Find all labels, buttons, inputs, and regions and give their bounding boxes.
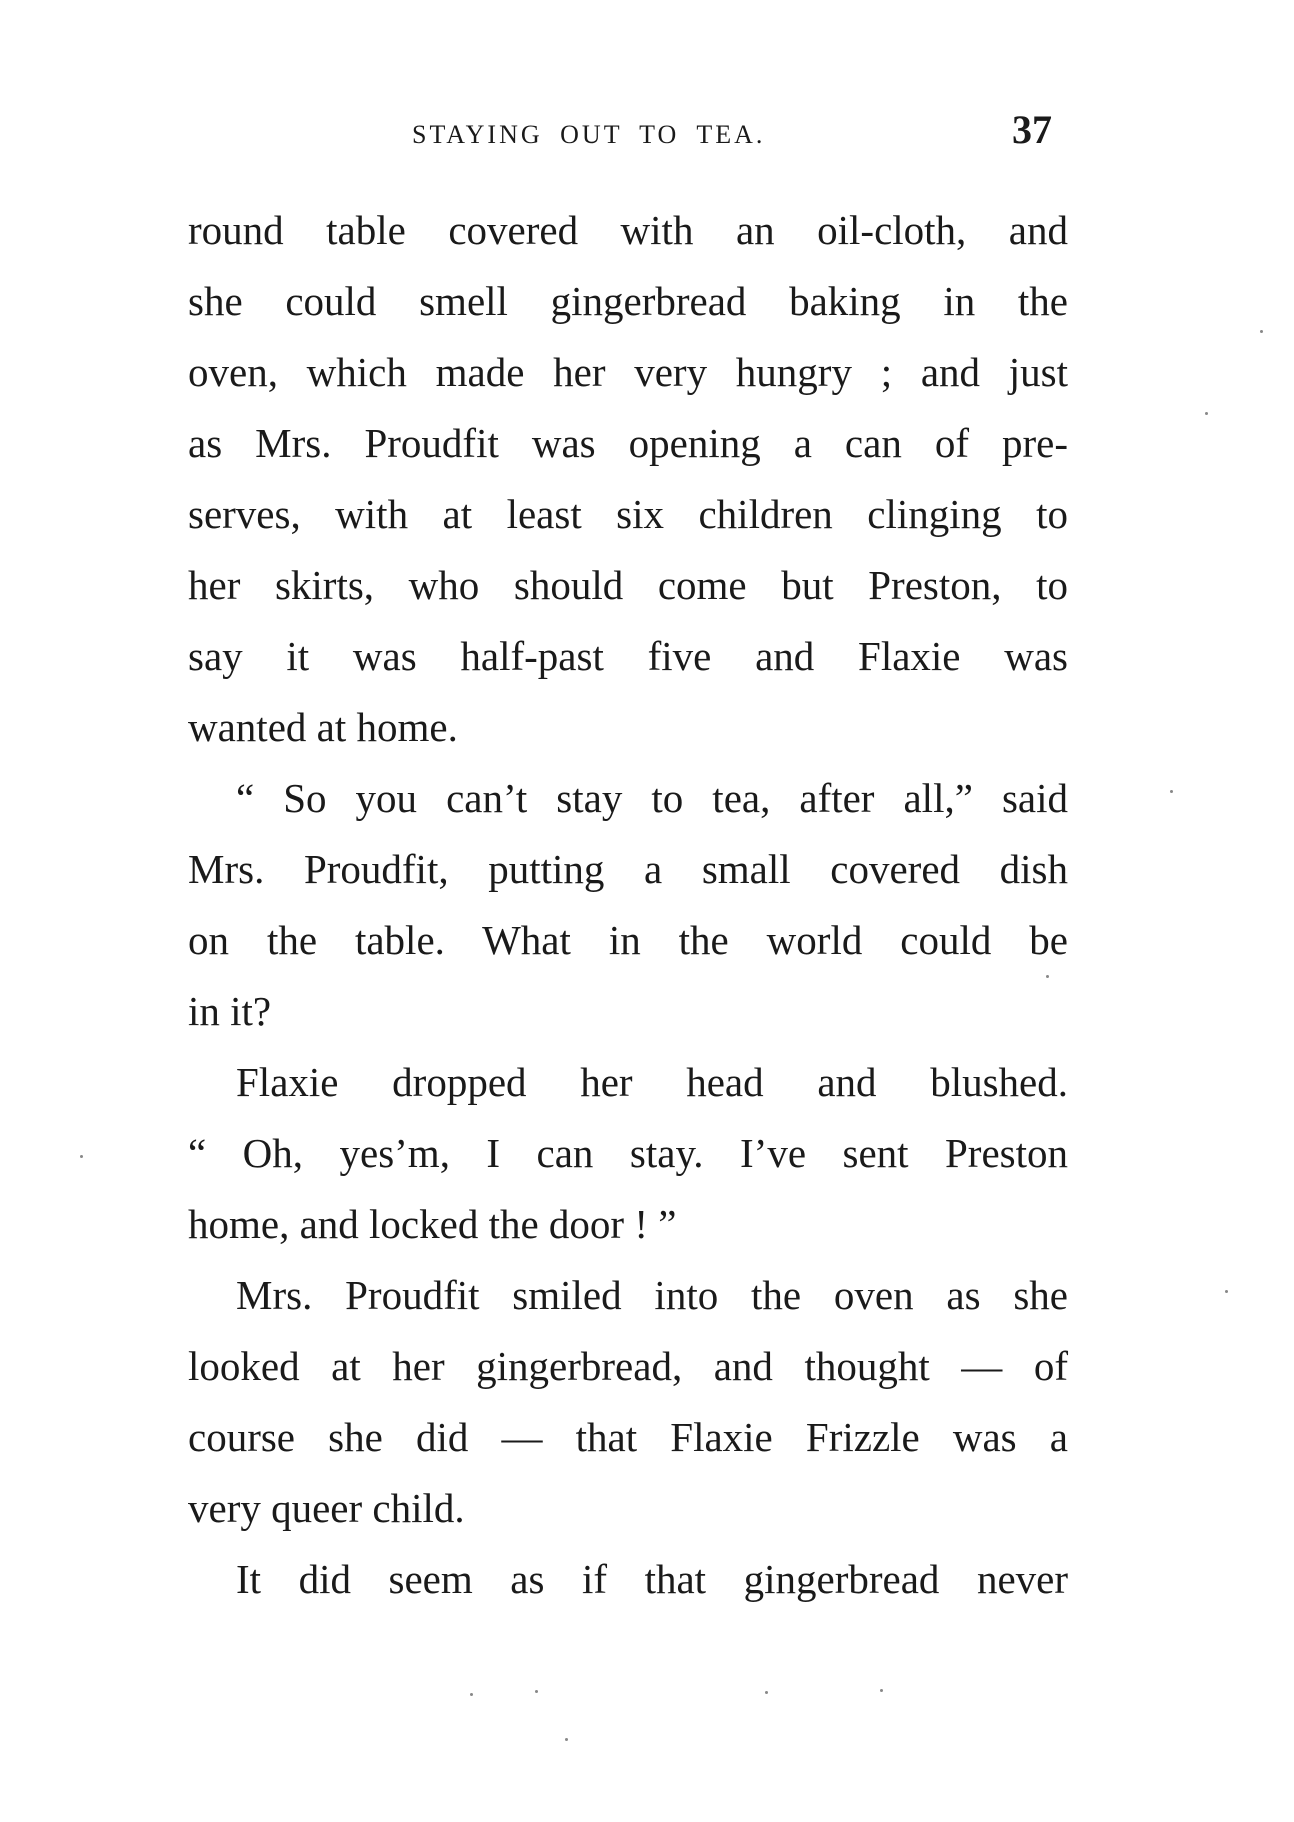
scan-speck xyxy=(1225,1290,1228,1293)
text-line: as Mrs. Proudfit was opening a can of pre- xyxy=(188,420,1068,466)
paragraph xyxy=(188,763,1068,1047)
text-line: Flaxie dropped her head and blushed. xyxy=(236,1059,1068,1105)
scan-speck xyxy=(1170,790,1173,793)
text-line: wanted at home. xyxy=(188,704,458,750)
paragraph xyxy=(188,1047,1068,1260)
text-line: “ Oh, yes’m, I can stay. I’ve sent Preston xyxy=(188,1130,1068,1176)
text-line: course she did — that Flaxie Frizzle was a xyxy=(188,1414,1068,1460)
text-line: on the table. What in the world could be xyxy=(188,917,1068,963)
text-line: home, and locked the door ! ” xyxy=(188,1201,677,1247)
paragraph xyxy=(188,1544,1068,1615)
paragraph xyxy=(188,1260,1068,1544)
text-line: round table covered with an oil-cloth, and xyxy=(188,207,1068,253)
text-line: Mrs. Proudfit smiled into the oven as she xyxy=(236,1272,1068,1318)
scan-speck xyxy=(1046,975,1049,978)
scan-speck xyxy=(765,1691,768,1694)
text-line: serves, with at least six children clinging to xyxy=(188,491,1068,537)
text-line: say it was half-past five and Flaxie was xyxy=(188,633,1068,679)
scan-speck xyxy=(565,1738,568,1741)
page-number: 37 xyxy=(1012,107,1052,152)
text-line: Mrs. Proudfit, putting a small covered dish xyxy=(188,846,1068,892)
paragraph xyxy=(188,195,1068,763)
scan-speck xyxy=(1260,330,1263,333)
text-line: in it? xyxy=(188,988,272,1034)
scan-speck xyxy=(535,1690,538,1693)
text-line: It did seem as if that gingerbread never xyxy=(236,1556,1068,1602)
scan-speck xyxy=(80,1155,83,1158)
scan-speck xyxy=(1205,412,1208,415)
text-line: she could smell gingerbread baking in the xyxy=(188,278,1068,324)
text-line: very queer child. xyxy=(188,1485,465,1531)
text-line: looked at her gingerbread, and thought — of xyxy=(188,1343,1068,1389)
scan-speck xyxy=(470,1693,473,1696)
running-title: STAYING OUT TO TEA. xyxy=(412,120,766,149)
text-line: her skirts, who should come but Preston, to xyxy=(188,562,1068,608)
text-line: “ So you can’t stay to tea, after all,” said xyxy=(236,775,1068,821)
scan-speck xyxy=(880,1689,883,1692)
text-line: oven, which made her very hungry ; and just xyxy=(188,349,1068,395)
body-text xyxy=(188,195,1068,1615)
running-head xyxy=(0,102,1294,152)
